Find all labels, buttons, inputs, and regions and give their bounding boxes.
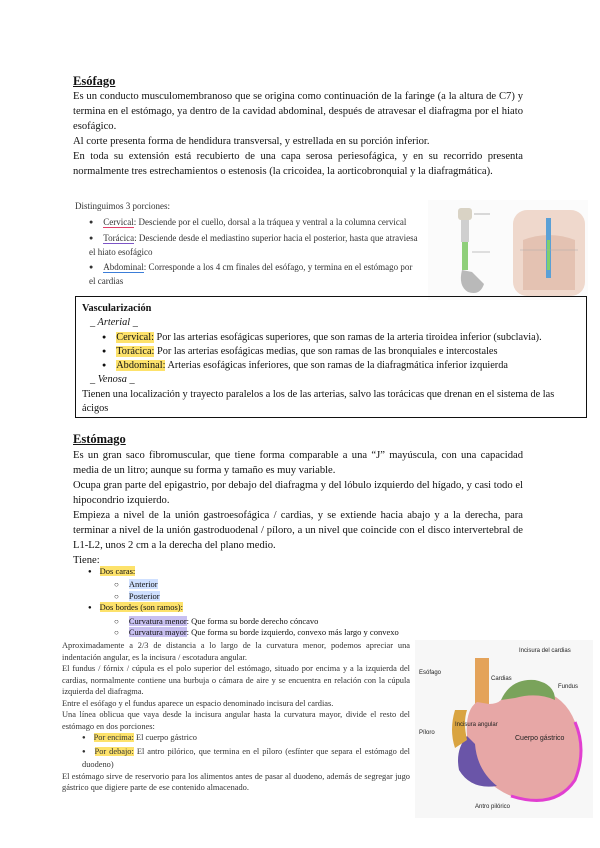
estomago-detalle (62, 640, 410, 794)
label-fundus: Fundus (558, 684, 579, 690)
porcion-item (89, 232, 420, 258)
label-cardias: Cardias (491, 676, 512, 682)
esofago-paragraph-2: Al corte presenta forma de hendidura transversal, y estrellada en su porción inferior. (73, 136, 430, 147)
porcion-estomago-item (82, 746, 410, 771)
porcion-term: Cervical (103, 216, 134, 227)
porcion-text: : Desciende desde el mediastino superior hacia el posterior, hasta que atraviesa el hiato esofágico (89, 233, 418, 257)
arterial-label: _ Arterial _ (90, 317, 138, 329)
estomago-paragraph-2: Ocupa gran parte del epigastrio, por debajo del diafragma y del lóbulo izquierdo del hígado, y casi todo el hipocondrio izquierdo. (73, 480, 523, 506)
detalle-paragraph-5: El estómago sirve de reservorio para los alimentos antes de pasar al duodeno, además de segregar jugo gástrico que digiere parte de ese contenido almacenado. (62, 771, 410, 792)
borde-term: Curvatura menor (128, 615, 187, 626)
porcion-text: : Desciende por el cuello, dorsal a la tráquea y ventral a la columna cervical (133, 216, 407, 227)
venosa-label: _ Venosa _ (90, 374, 135, 386)
bordes-label: Dos bordes (son ramos): (99, 602, 183, 613)
porcion-term: Torácica (103, 233, 135, 243)
porcion-estomago-item (82, 732, 410, 746)
arterial-item (102, 359, 580, 373)
arterial-term: Cervical: (116, 331, 154, 343)
label-incisura-cardias: Incisura del cardias (519, 648, 571, 654)
porciones-snippet (75, 200, 420, 287)
section-title-esofago: Esófago (73, 74, 116, 88)
arterial-item (102, 345, 580, 359)
label-incisura-angular: Incisura angular (455, 722, 498, 728)
arterial-term: Torácica: (116, 345, 155, 357)
porciones-intro: Distinguimos 3 porciones: (75, 201, 170, 211)
esophagus-anatomy-figure (428, 200, 588, 300)
caras-label: Dos caras: (99, 566, 136, 576)
porcion-term: Abdominal (103, 262, 144, 272)
bordes-item (88, 602, 418, 615)
porcion-estomago-term: Por encima: (93, 733, 134, 742)
venosa-text: Tienen una localización y trayecto paralelos a los de las arterias, salvo las torácicas que drenan en el sistema de las ácigos (82, 388, 555, 415)
porcion-estomago-term: Por debajo: (94, 746, 134, 756)
borde-item (114, 627, 418, 638)
estomago-caras-bordes (88, 566, 418, 638)
borde-term: Curvatura mayor (128, 627, 187, 638)
porcion-item (89, 261, 420, 287)
label-antro: Antro pilórico (475, 804, 511, 810)
estomago-paragraph-3: Empieza a nivel de la unión gastroesofágica / cardias, y se extiende hacia abajo y a la derecha, para terminar a nivel de la unión gastroduodenal / píloro, a un nivel que coincide con el disco intervertebral de L1-L2, unos 2 cm a la derecha del plano medio. (73, 510, 523, 551)
porcion-estomago-text: El cuerpo gástrico (133, 733, 197, 742)
label-cuerpo: Cuerpo gástrico (515, 735, 565, 742)
vascularizacion-title: Vascularización (82, 303, 152, 314)
esofago-text (73, 89, 523, 179)
porcion-text: : Corresponde a los 4 cm finales del esófago, y termina en el estómago por el cardias (89, 262, 413, 286)
label-esofago: Esófago (419, 670, 442, 676)
cara-item (114, 591, 418, 602)
borde-item (114, 616, 418, 627)
label-piloro: Píloro (419, 730, 435, 736)
cara-item (114, 579, 418, 590)
borde-text: : Que forma su borde izquierdo, convexo más largo y convexo (186, 627, 399, 638)
detalle-paragraph-3: Entre el esófago y el fundus aparece un espacio denominado incisura del cardias. (62, 698, 334, 708)
estomago-text (73, 448, 523, 568)
cara-text: Posterior (128, 590, 160, 601)
porcion-estomago-text: El antro pilórico, que termina en el píloro (esfínter que separa el estómago del duodeno) (82, 746, 410, 769)
caras-item (88, 566, 418, 579)
arterial-term: Abdominal: (116, 360, 166, 372)
estomago-paragraph-1: Es un gran saco fibromuscular, que tiene forma comparable a una “J” mayúscula, con una capacidad media de un litro; aunque su forma y tamaño es muy variable. (73, 450, 523, 476)
esofago-paragraph-1: Es un conducto musculomembranoso que se origina como continuación de la faringe (a la altura de C7) y termina en el estómago, ya dentro de la cavidad abdominal, después de atravesar el diafragma por el hiato esofágico. (73, 91, 523, 132)
vascularizacion-box (75, 296, 587, 418)
section-title-estomago: Estómago (73, 432, 126, 446)
esofago-paragraph-3: En toda su extensión está recubierto de una capa serosa periesofágica, y en su recorrido presenta normalmente tres estrechamientos o estenosis (la cricoidea, la aorticobronquial y la diafragmática). (73, 151, 523, 177)
detalle-paragraph-1: Aproximadamente a 2/3 de distancia a lo largo de la curvatura menor, podemos apreciar una indentación angular, es la incisura / escotadura angular. (62, 641, 410, 662)
arterial-text: Arterias esofágicas inferiores, que son ramas de la diafragmática inferior izquierda (165, 360, 508, 372)
cara-text: Anterior (128, 579, 158, 590)
tiene-label: Tiene: (73, 555, 100, 566)
arterial-text: Por las arterias esofágicas medias, que son ramas de las bronquiales e intercostales (154, 345, 498, 357)
porcion-item (89, 216, 420, 230)
borde-text: : Que forma su borde derecho cóncavo (186, 615, 319, 626)
arterial-text: Por las arterias esofágicas superiores, que son ramas de la arteria tiroidea inferior (subclavia). (153, 331, 542, 343)
stomach-anatomy-figure (415, 640, 593, 818)
detalle-paragraph-4: Una línea oblicua que vaya desde la incisura angular hasta la curvatura mayor, divide el resto del estómago en dos porciones: (62, 710, 410, 731)
arterial-item (102, 331, 580, 345)
detalle-paragraph-2: El fundus / fórnix / cúpula es el polo superior del estómago, situado por encima y a la izquierda del cardias, normalmente contiene una burbuja o cámara de aire y se encuentra en relación con la cúpula izquierda del diafragma. (62, 664, 410, 696)
